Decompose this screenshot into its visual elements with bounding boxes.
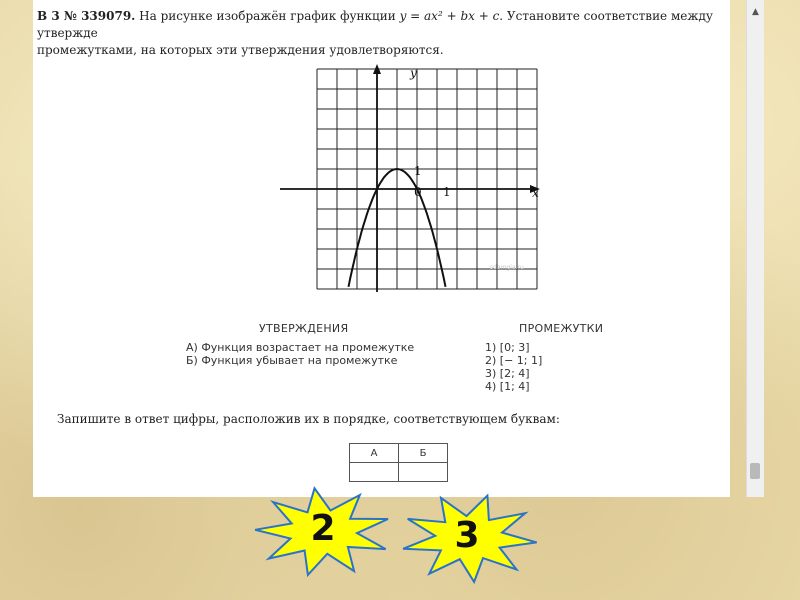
origin-label: 0 bbox=[414, 185, 422, 199]
statements-header: УТВЕРЖДЕНИЯ bbox=[259, 322, 349, 335]
interval-2: 2) [− 1; 1] bbox=[485, 354, 543, 367]
problem-text-after: . Установите соответствие между утвержде bbox=[37, 9, 713, 40]
watermark: sdamgia.ru bbox=[490, 264, 524, 271]
x-axis-label: x bbox=[532, 186, 539, 200]
statement-a: А) Функция возрастает на промежутке bbox=[186, 341, 415, 354]
answer-header-a: А bbox=[350, 444, 399, 463]
problem-number: В 3 № 339079. bbox=[37, 9, 136, 23]
answer-table bbox=[349, 443, 448, 482]
y-axis-label: y bbox=[410, 66, 417, 80]
scroll-up-arrow-icon[interactable]: ▲ bbox=[752, 7, 759, 17]
star-label-2: 2 bbox=[310, 508, 336, 549]
statement-b: Б) Функция убывает на промежутке bbox=[186, 354, 398, 367]
instruction-text: Запишите в ответ цифры, расположив их в порядке, соответствующем буквам: bbox=[57, 412, 560, 426]
interval-1: 1) [0; 3] bbox=[485, 341, 530, 354]
interval-4: 4) [1; 4] bbox=[485, 380, 530, 393]
problem-text-line2: промежутками, на которых эти утверждения удовлетворяются. bbox=[37, 43, 444, 57]
x-tick-1: 1 bbox=[443, 185, 451, 199]
y-tick-1: 1 bbox=[414, 164, 422, 178]
answer-cell-a[interactable] bbox=[350, 463, 399, 482]
document-panel bbox=[33, 0, 759, 497]
interval-3: 3) [2; 4] bbox=[485, 367, 530, 380]
problem-text-before: На рисунке изображён график функции bbox=[135, 9, 400, 23]
parabola-graph bbox=[280, 62, 540, 292]
vertical-scrollbar[interactable] bbox=[746, 0, 764, 497]
star-label-3: 3 bbox=[454, 515, 480, 556]
problem-statement bbox=[37, 8, 717, 59]
problem-formula: y = ax² + bx + c bbox=[399, 9, 500, 23]
intervals-header: ПРОМЕЖУТКИ bbox=[519, 322, 604, 335]
answer-cell-b[interactable] bbox=[399, 463, 448, 482]
answer-header-b: Б bbox=[399, 444, 448, 463]
scroll-thumb[interactable] bbox=[750, 463, 760, 479]
